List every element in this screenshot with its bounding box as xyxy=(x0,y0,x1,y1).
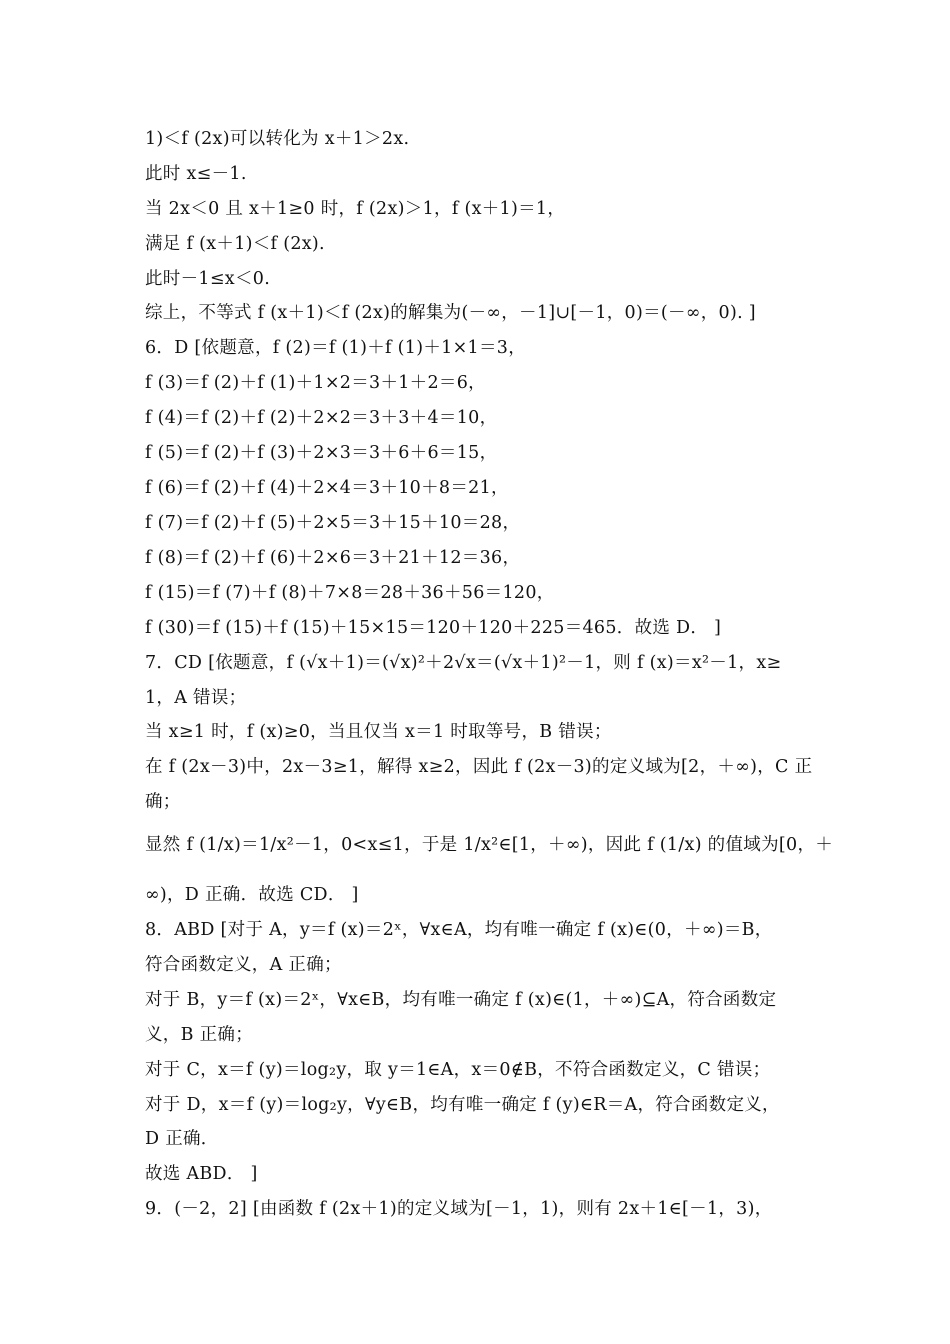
text-line: f (8)＝f (2)＋f (6)＋2×6＝3＋21＋12＝36， xyxy=(145,548,521,568)
text-line: 确； xyxy=(145,792,181,812)
text-line: 义，B 正确； xyxy=(145,1025,254,1045)
text-line: 1)＜f (2x)可以转化为 x＋1＞2x. xyxy=(145,129,410,149)
text-line: 在 f (2x－3)中，2x－3≥1，解得 x≥2，因此 f (2x－3)的定义域为[2，＋∞)，C 正 xyxy=(145,757,813,777)
text-line: 当 x≥1 时，f (x)≥0，当且仅当 x＝1 时取等号，B 错误； xyxy=(145,722,612,742)
text-line: 此时－1≤x＜0. xyxy=(145,269,271,289)
text-line: 1，A 错误； xyxy=(145,688,247,708)
text-line: 符合函数定义，A 正确； xyxy=(145,955,342,975)
answer-7-heading: 7．CD [依题意，f (√x＋1)＝(√x)²＋2√x＝(√x＋1)²－1，则 f (x)＝x²－1，x≥ xyxy=(145,653,782,673)
text-line: f (4)＝f (2)＋f (2)＋2×2＝3＋3＋4＝10， xyxy=(145,408,498,428)
text-line: 对于 C，x＝f (y)＝log₂y，取 y＝1∈A，x＝0∉B，不符合函数定义，C 错误； xyxy=(145,1060,771,1080)
answer-8-heading: 8．ABD [对于 A，y＝f (x)＝2ˣ，∀x∈A，均有唯一确定 f (x)∈(0，＋∞)＝B， xyxy=(145,920,773,940)
text-line: ∞)，D 正确．故选 CD． ] xyxy=(145,885,359,905)
text-line: 此时 x≤－1. xyxy=(145,164,247,184)
text-line: 综上，不等式 f (x＋1)＜f (2x)的解集为(－∞，－1]∪[－1，0)＝(－∞，0). ] xyxy=(145,303,756,323)
text-line: f (3)＝f (2)＋f (1)＋1×2＝3＋1＋2＝6， xyxy=(145,373,486,393)
text-line: f (7)＝f (2)＋f (5)＋2×5＝3＋15＋10＝28， xyxy=(145,513,521,533)
text-line: 对于 B，y＝f (x)＝2ˣ，∀x∈B，均有唯一确定 f (x)∈(1，＋∞)⊆A，符合函数定 xyxy=(145,990,777,1010)
answer-9-heading: 9．(－2，2] [由函数 f (2x＋1)的定义域为[－1，1)，则有 2x＋1∈[－1，3)， xyxy=(145,1199,773,1219)
text-line: 对于 D，x＝f (y)＝log₂y，∀y∈B，均有唯一确定 f (y)∈R＝A，符合函数定义， xyxy=(145,1095,780,1115)
text-line: f (5)＝f (2)＋f (3)＋2×3＝3＋6＋6＝15， xyxy=(145,443,498,463)
fraction-line: 显然 f (1/x)＝1/x²－1，0<x≤1，于是 1/x²∈[1，＋∞)，因此 f (1/x) 的值域为[0，＋ xyxy=(145,835,834,855)
text-line: 故选 ABD． ] xyxy=(145,1164,258,1184)
text-line: D 正确． xyxy=(145,1129,219,1149)
answer-6-heading: 6．D [依题意，f (2)＝f (1)＋f (1)＋1×1＝3， xyxy=(145,338,527,358)
text-line: f (30)＝f (15)＋f (15)＋15×15＝120＋120＋225＝465．故选 D． ] xyxy=(145,618,722,638)
text-line: 当 2x＜0 且 x＋1≥0 时，f (2x)＞1，f (x＋1)＝1， xyxy=(145,199,566,219)
text-line: f (6)＝f (2)＋f (4)＋2×4＝3＋10＋8＝21， xyxy=(145,478,509,498)
text-line: f (15)＝f (7)＋f (8)＋7×8＝28＋36＋56＝120， xyxy=(145,583,555,603)
text-line: 满足 f (x＋1)＜f (2x). xyxy=(145,234,325,254)
